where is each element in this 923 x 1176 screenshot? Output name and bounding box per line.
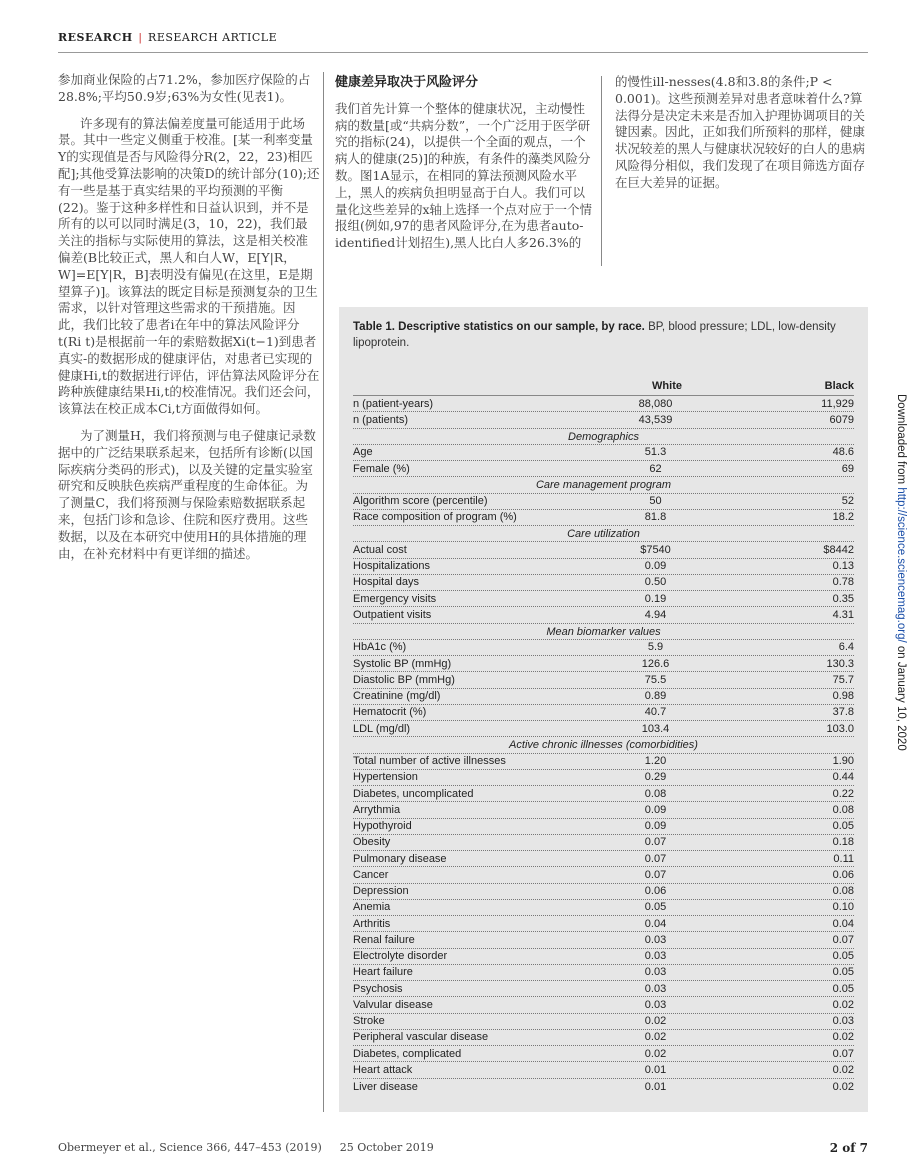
table-row: [353, 916, 854, 932]
text-column-1: [58, 72, 320, 572]
table-row: [353, 640, 854, 656]
row-value-white: 0.03: [644, 933, 667, 946]
row-label: Race composition of program (%): [353, 511, 517, 524]
row-value-black: 75.7: [832, 673, 854, 686]
row-value-black: 6079: [829, 413, 854, 426]
table-row: [353, 754, 854, 770]
row-value-white: 0.29: [644, 771, 667, 784]
row-label: Systolic BP (mmHg): [353, 657, 452, 670]
table-caption-title: Table 1. Descriptive statistics on our sample, by race.: [353, 321, 645, 333]
table-row: [353, 819, 854, 835]
row-value-white: 0.03: [644, 966, 667, 979]
row-value-black: 11,929: [821, 397, 854, 410]
row-value-black: $8442: [823, 543, 854, 556]
row-label: Hematocrit (%): [353, 706, 427, 719]
row-label: Diabetes, complicated: [353, 1047, 462, 1060]
issue-date: 25 October 2019: [339, 1141, 434, 1154]
row-label: Diabetes, uncomplicated: [353, 787, 474, 800]
row-value-white: 88,080: [638, 397, 673, 410]
table-caption-text: BP, blood pressure; LDL, low-density lipoprotein.: [353, 321, 836, 349]
row-label: Total number of active illnesses: [353, 755, 506, 768]
row-value-white: 0.03: [644, 982, 667, 995]
table-row: [353, 949, 854, 965]
row-value-black: 103.0: [826, 722, 854, 735]
row-value-white: 0.09: [644, 820, 667, 833]
row-label: Hypertension: [353, 771, 418, 784]
table-1: [339, 307, 868, 1112]
row-label: HbA1c (%): [353, 641, 407, 654]
row-label: Diastolic BP (mmHg): [353, 673, 455, 686]
row-value-black: 0.10: [832, 901, 854, 914]
paragraph: 为了测量H，我们将预测与电子健康记录数据中的广泛结果联系起来，包括所有诊断(以国际疾病分类码的形式)，以及关键的定量实验室研究和反映肤色疾病严重程度的生命体征。为了测量C，我们将预测与保险索赔数据联系起来，包括门诊和急诊、住院和医疗费用。这些数据，以及在本研究中使用H的具体措施的理由，在补充材料中有更详细的描述。: [58, 427, 316, 561]
row-label: Pulmonary disease: [353, 852, 447, 865]
table-row: [353, 575, 854, 591]
row-value-white: $7540: [640, 543, 671, 556]
column-divider: [601, 76, 602, 266]
table-row: [353, 445, 854, 461]
row-label: Cancer: [353, 868, 389, 881]
table-row: [353, 965, 854, 981]
table-body: [353, 377, 854, 1095]
row-label: Peripheral vascular disease: [353, 1031, 489, 1044]
citation: Obermeyer et al., Science 366, 447–453 (2019): [58, 1141, 322, 1154]
row-value-black: 0.35: [832, 592, 854, 605]
row-label: Arthritis: [353, 917, 391, 930]
row-value-black: 0.07: [832, 933, 854, 946]
row-label: Renal failure: [353, 933, 415, 946]
row-label: n (patient-years): [353, 397, 434, 410]
row-value-black: 130.3: [826, 657, 854, 670]
row-label: Heart attack: [353, 1063, 413, 1076]
table-row: [353, 1062, 854, 1078]
row-value-white: 0.07: [644, 836, 667, 849]
table-row: [353, 997, 854, 1013]
row-value-black: 0.13: [832, 560, 854, 573]
row-value-white: 0.01: [644, 1063, 667, 1076]
row-value-black: 0.78: [832, 576, 854, 589]
row-label: Psychosis: [353, 982, 403, 995]
table-row: [353, 672, 854, 688]
row-value-black: 0.05: [832, 966, 854, 979]
table-row: [353, 1030, 854, 1046]
table-row: [353, 721, 854, 737]
row-value-black: 1.90: [832, 755, 854, 768]
header-black: Black: [824, 380, 854, 392]
row-value-white: 0.04: [644, 917, 667, 930]
table-row: [353, 786, 854, 802]
table-row: [353, 607, 854, 623]
row-value-black: 37.8: [832, 706, 854, 719]
row-value-white: 0.07: [644, 852, 667, 865]
download-prefix: Downloaded from: [895, 394, 907, 488]
row-value-white: 0.89: [644, 690, 667, 703]
row-label: Depression: [353, 885, 409, 898]
row-value-black: 0.18: [832, 836, 854, 849]
row-value-white: 0.08: [644, 787, 667, 800]
section-heading: 健康差异取决于风险评分: [335, 74, 479, 89]
row-value-black: 0.44: [832, 771, 854, 784]
header-rule: [58, 52, 868, 53]
row-value-white: 5.9: [647, 641, 664, 654]
row-value-black: 0.02: [832, 998, 854, 1011]
row-value-black: 0.05: [832, 982, 854, 995]
download-suffix: on January 10, 2020: [895, 642, 907, 751]
row-value-black: 0.08: [832, 803, 854, 816]
running-header: [58, 31, 868, 53]
table-row: [353, 510, 854, 526]
row-value-white: 43,539: [638, 413, 673, 426]
row-value-white: 0.03: [644, 998, 667, 1011]
paragraph: 我们首先计算一个整体的健康状况，主动慢性病的数量[或“共病分数”，一个广泛用于医学研究的指标(24)，以提供一个全面的观点，一个病人的健康(25)]的种族，有条件的藻类风险分数。图1A显示，在相同的算法预测风险水平上，黑人的疾病负担明显高于白人。我们可以量化这些差异的x轴上选择一个点对应于一个情报组(例如,97的患者风险评分,在为患者auto-identified计划招生),黑人比白人多26.3%的: [335, 100, 593, 251]
row-value-white: 0.02: [644, 1015, 667, 1028]
table-row: [353, 559, 854, 575]
row-label: Valvular disease: [353, 998, 433, 1011]
row-value-black: 0.02: [832, 1031, 854, 1044]
row-value-white: 1.20: [644, 755, 667, 768]
row-value-white: 0.09: [644, 560, 667, 573]
page-number: 2 of 7: [829, 1141, 868, 1155]
row-label: Hospital days: [353, 576, 420, 589]
table-row: [353, 802, 854, 818]
text-column-2: [335, 74, 597, 252]
row-value-white: 51.3: [644, 446, 667, 459]
row-value-black: 0.05: [832, 820, 854, 833]
table-row: [353, 835, 854, 851]
row-label: Age: [353, 446, 373, 459]
table-section-heading: Active chronic illnesses (comorbidities): [353, 737, 854, 753]
row-value-black: 48.6: [832, 446, 854, 459]
row-label: Stroke: [353, 1015, 385, 1028]
row-label: Obesity: [353, 836, 391, 849]
row-label: Hypothyroid: [353, 820, 412, 833]
table-row: [353, 656, 854, 672]
row-value-white: 0.05: [644, 901, 667, 914]
row-value-white: 0.01: [644, 1080, 667, 1093]
table-row: [353, 1014, 854, 1030]
paragraph: 的慢性ill-nesses(4.8和3.8的条件;P < 0.001)。这些预测差异对患者意味着什么?算法得分是决定未来是否加入护理协调项目的关键因素。因此，正如我们所预料的那样，健康状况较差的黑人与健康状况较好的白人的患病风险得分相似，我们发现了在项目筛选方面存在巨大差异的证据。: [615, 74, 866, 190]
table-row: [353, 412, 854, 428]
table-row: [353, 851, 854, 867]
row-value-white: 50: [649, 495, 662, 508]
header-separator: |: [138, 32, 143, 44]
row-value-white: 0.50: [644, 576, 667, 589]
row-value-black: 0.08: [832, 885, 854, 898]
row-label: Heart failure: [353, 966, 413, 979]
row-value-white: 0.09: [644, 803, 667, 816]
table-section-heading: Care management program: [353, 477, 854, 493]
row-value-white: 0.03: [644, 950, 667, 963]
row-value-black: 0.05: [832, 950, 854, 963]
table-row: [353, 461, 854, 477]
row-label: Electrolyte disorder: [353, 950, 448, 963]
paragraph: 许多现有的算法偏差度量可能适用于此场景。其中一些定义侧重于校准。[某一利率变量Y的实现值是否与风险得分R(2，22，23)相匹配];其他受算法影响的决策D的统计部分(10);还有一些是基于真实结果的平均预测的平衡(22)。鉴于这种多样性和日益认识到，并不是所有的以可以同时满足(3，10，22)，我们最关注的指标与实际使用的算法，这是相关校准偏差(B比较正式，黑人和白人W，E[Y|R，W]=E[Y|R，B]表明没有偏见(在这里，E是期望算子)]。该算法的既定目标是预测复杂的卫生需求，以针对管理这些需求的干预措施。因此，我们比较了患者i在年中的算法风险评分t(Ri t)是根据前一年的索赔数据Xi(t−1)到患者真实-的数据形成的健康评估，对患者已实现的健康Hi,t的数据进行评估，评估算法风险评分在跨种族健康结果Hi,t的校准情况。我们还会问，该算法在校正成本Ci,t方面做得如何。: [58, 115, 320, 417]
row-value-black: 52: [841, 495, 854, 508]
table-row: [353, 981, 854, 997]
row-value-white: 75.5: [644, 673, 667, 686]
row-value-black: 0.22: [832, 787, 854, 800]
row-value-white: 126.6: [641, 657, 670, 670]
row-value-white: 0.19: [644, 592, 667, 605]
row-value-black: 4.31: [832, 608, 854, 621]
header-white: White: [652, 380, 682, 392]
table-caption: [353, 319, 854, 351]
row-value-white: 81.8: [644, 511, 667, 524]
row-value-black: 0.02: [832, 1080, 854, 1093]
page-footer: [58, 1141, 868, 1159]
row-value-black: 0.06: [832, 868, 854, 881]
table-row: [353, 884, 854, 900]
row-label: Creatinine (mg/dl): [353, 690, 441, 703]
row-value-black: 18.2: [832, 511, 854, 524]
row-label: Hospitalizations: [353, 560, 431, 573]
paragraph: 参加商业保险的占71.2%，参加医疗保险的占28.8%;平均50.9岁;63%为女性(见表1)。: [58, 72, 311, 104]
row-value-black: 0.04: [832, 917, 854, 930]
row-value-black: 0.07: [832, 1047, 854, 1060]
row-value-white: 40.7: [644, 706, 667, 719]
row-value-black: 0.11: [833, 852, 854, 865]
row-value-black: 0.03: [832, 1015, 854, 1028]
table-row: [353, 770, 854, 786]
download-notice: [891, 394, 911, 774]
download-link[interactable]: http://science.sciencemag.org/: [895, 487, 907, 643]
table-row: [353, 705, 854, 721]
table-row: [353, 396, 854, 412]
row-label: Anemia: [353, 901, 391, 914]
row-value-black: 0.02: [832, 1063, 854, 1076]
section-label: RESEARCH: [58, 31, 133, 44]
row-label: Emergency visits: [353, 592, 437, 605]
row-value-white: 0.02: [644, 1047, 667, 1060]
row-value-black: 69: [841, 462, 854, 475]
table-row: [353, 591, 854, 607]
table-section-heading: Care utilization: [353, 526, 854, 542]
row-label: n (patients): [353, 413, 409, 426]
table-row: [353, 689, 854, 705]
row-value-black: 0.98: [832, 690, 854, 703]
row-label: LDL (mg/dl): [353, 722, 411, 735]
table-header-row: [353, 377, 854, 396]
table-section-heading: Demographics: [353, 429, 854, 445]
row-label: Outpatient visits: [353, 608, 432, 621]
row-label: Algorithm score (percentile): [353, 495, 488, 508]
table-row: [353, 494, 854, 510]
article-type-label: RESEARCH ARTICLE: [148, 31, 278, 44]
row-value-white: 4.94: [644, 608, 667, 621]
row-value-white: 62: [649, 462, 662, 475]
column-divider: [323, 72, 324, 1112]
table-row: [353, 932, 854, 948]
table-row: [353, 542, 854, 558]
row-label: Liver disease: [353, 1080, 418, 1093]
row-value-white: 0.07: [644, 868, 667, 881]
row-label: Actual cost: [353, 543, 407, 556]
row-value-white: 103.4: [641, 722, 670, 735]
table-row: [353, 1046, 854, 1062]
row-value-black: 6.4: [838, 641, 854, 654]
row-value-white: 0.06: [644, 885, 667, 898]
row-label: Female (%): [353, 462, 410, 475]
table-row: [353, 1079, 854, 1095]
table-row: [353, 900, 854, 916]
row-label: Arrythmia: [353, 803, 401, 816]
table-section-heading: Mean biomarker values: [353, 624, 854, 640]
row-value-white: 0.02: [644, 1031, 667, 1044]
table-row: [353, 867, 854, 883]
text-column-3: [615, 74, 873, 192]
